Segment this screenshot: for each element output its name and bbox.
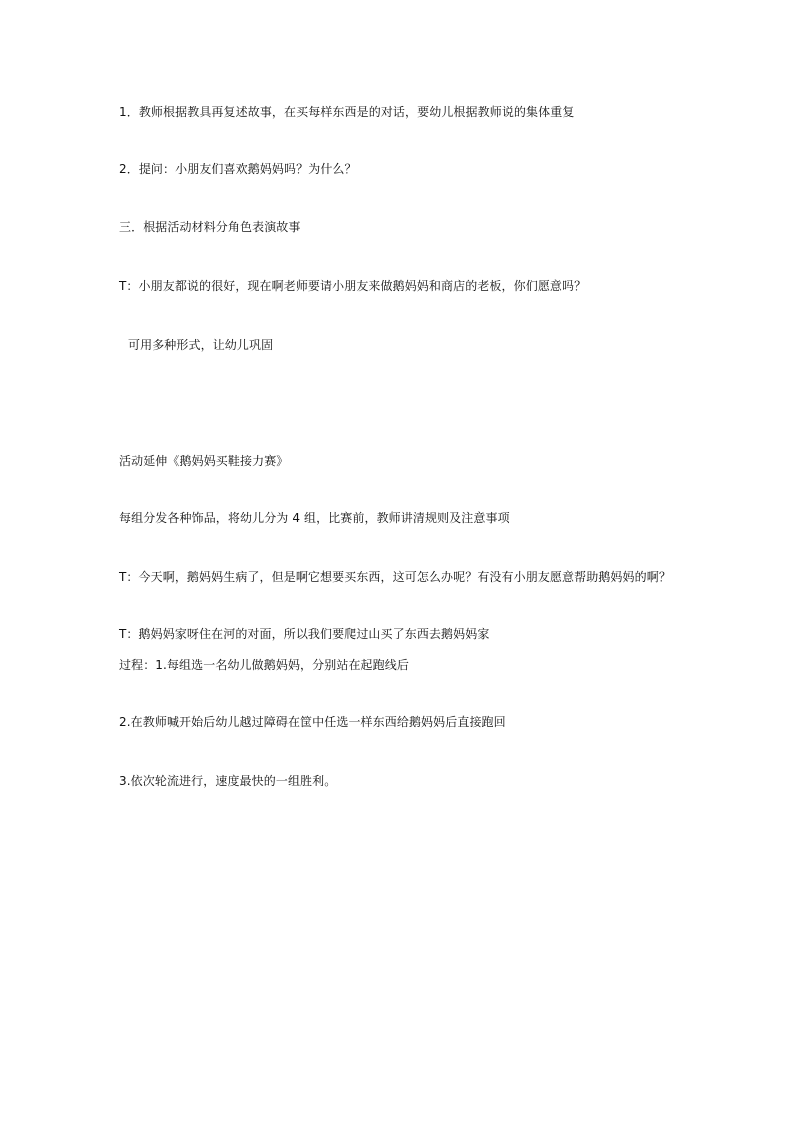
process-step-2: 2.在教师喊开始后幼儿越过障碍在筐中任选一样东西给鹅妈妈后直接跑回	[119, 715, 506, 729]
teacher-line-role-play: T：小朋友都说的很好，现在啊老师要请小朋友来做鹅妈妈和商店的老板，你们愿意吗？	[119, 279, 587, 293]
section-role-play: 三．根据活动材料分角色表演故事	[119, 220, 301, 234]
extension-title: 活动延伸《鹅妈妈买鞋接力赛》	[119, 454, 289, 468]
process-step-1: 过程：1.每组选一名幼儿做鹅妈妈，分别站在起跑线后	[119, 658, 409, 672]
teacher-line-sick: T：今天啊，鹅妈妈生病了，但是啊它想要买东西，这可怎么办呢？有没有小朋友愿意帮助鹅妈妈的啊？	[119, 570, 671, 584]
process-step-3: 3.依次轮流进行，速度最快的一组胜利。	[119, 774, 337, 788]
teacher-line-river: T：鹅妈妈家呀住在河的对面，所以我们要爬过山买了东西去鹅妈妈家	[119, 627, 490, 641]
note-forms: 可用多种形式，让幼儿巩固	[128, 338, 274, 352]
extension-setup: 每组分发各种饰品，将幼儿分为 4 组，比赛前，教师讲清规则及注意事项	[119, 511, 510, 525]
step-question: 2．提问：小朋友们喜欢鹅妈妈吗？为什么？	[119, 162, 357, 176]
step-retell-story: 1．教师根据教具再复述故事，在买每样东西是的对话，要幼儿根据教师说的集体重复	[119, 105, 575, 119]
